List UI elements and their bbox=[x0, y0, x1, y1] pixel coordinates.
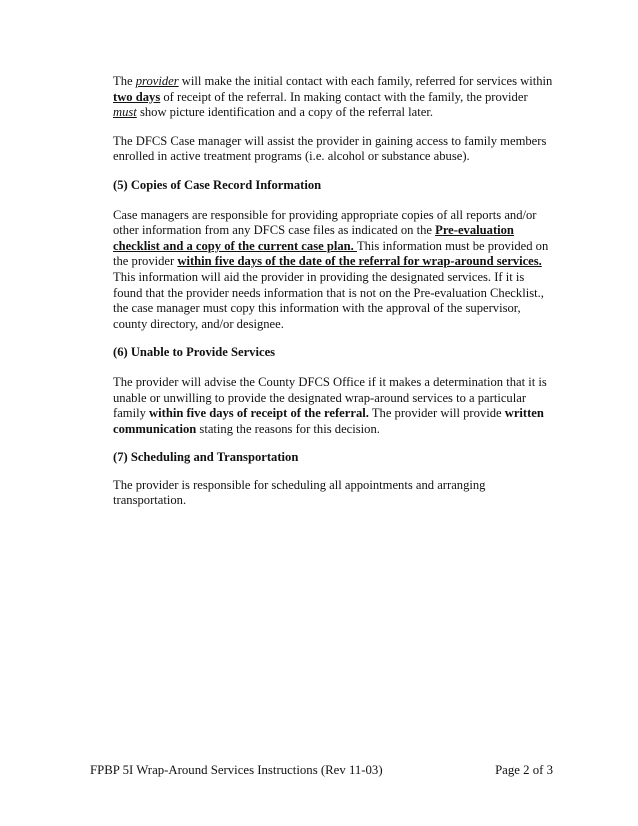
emphasis-within-five-days-receipt: within five days of receipt of the referral. bbox=[149, 406, 369, 421]
emphasis-must: must bbox=[113, 105, 137, 120]
document-body bbox=[113, 74, 553, 522]
paragraph-scheduling-transportation: The provider is responsible for scheduling all appointments and arranging transportation. bbox=[113, 477, 486, 508]
footer-page-number: Page 2 of 3 bbox=[495, 763, 553, 777]
emphasis-pre-evaluation-checklist: Pre-evaluation checklist and a copy of the current case plan. bbox=[113, 223, 514, 253]
section-heading-copies-case-record: (5) Copies of Case Record Information bbox=[113, 177, 322, 192]
text-run: of receipt of the referral. In making contact with the family, the provider bbox=[160, 89, 528, 104]
text-run: The bbox=[113, 74, 136, 88]
paragraph-unable-to-provide bbox=[113, 375, 553, 437]
text-run: This information must be provided on the provider bbox=[113, 238, 549, 269]
emphasis-written-communication: written communication bbox=[113, 406, 544, 436]
text-run: stating the reasons for this decision. bbox=[196, 421, 380, 436]
text-run: show picture identification and a copy of the referral later. bbox=[136, 105, 433, 120]
footer-document-title: FPBP 5I Wrap-Around Services Instructions (Rev 11-03) bbox=[90, 763, 383, 777]
paragraph-initial-contact bbox=[113, 74, 553, 121]
text-run: The provider will advise the County DFCS Office if it makes a determination that it is unable or unwilling to provide the designated wrap-around services to a particular family bbox=[113, 374, 547, 421]
section-heading-unable-to-provide: (6) Unable to Provide Services bbox=[113, 345, 276, 360]
paragraph-case-manager-assist: The DFCS Case manager will assist the provider in gaining access to family members enrolled in active treatment programs (i.e. alcohol or substance abuse). bbox=[113, 133, 547, 164]
text-run: This information will aid the provider in providing the designated services. If it is found that the provider needs information that is not on the Pre-evaluation Checklist., the case manager must copy this information with the approval of the supervisor, county directory, and/or designee. bbox=[113, 269, 544, 331]
emphasis-within-five-days: within five days of the date of the referral for wrap-around services. bbox=[177, 254, 542, 269]
text-run: Case managers are responsible for providing appropriate copies of all reports and/or other information from any DFCS case files as indicated on the bbox=[113, 207, 537, 238]
emphasis-provider: provider bbox=[135, 74, 179, 88]
text-run: The provider will provide bbox=[368, 406, 505, 421]
section-heading-scheduling-transportation: (7) Scheduling and Transportation bbox=[113, 450, 299, 465]
page-footer bbox=[90, 762, 553, 778]
text-run: will make the initial contact with each family, referred for services within bbox=[178, 74, 553, 88]
paragraph-copies-case-record bbox=[113, 208, 553, 333]
emphasis-two-days: two days bbox=[113, 89, 161, 104]
